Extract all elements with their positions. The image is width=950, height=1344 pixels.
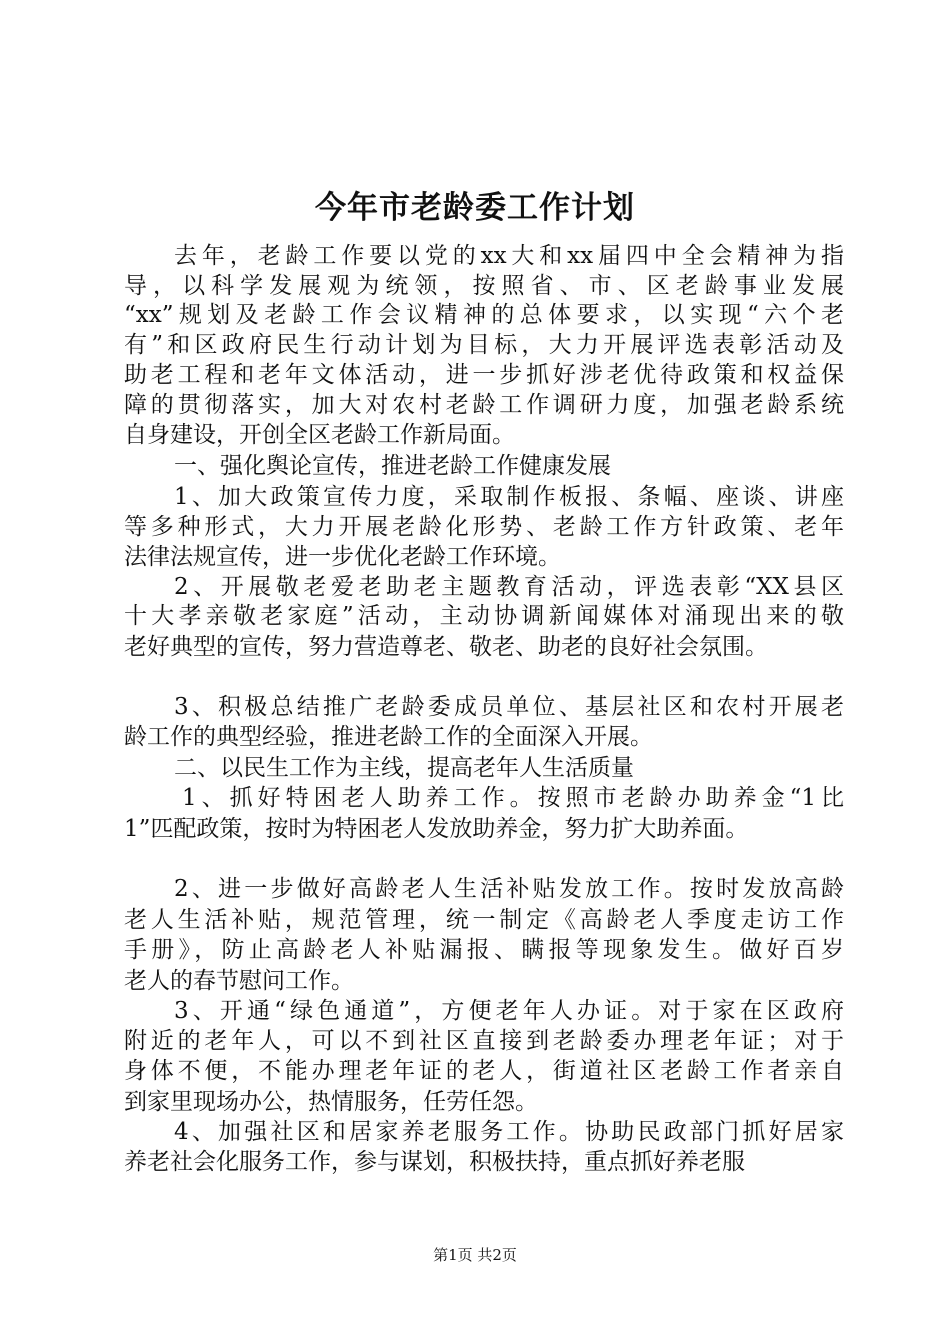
page-footer: 第1页 共2页 [433, 1246, 517, 1264]
paragraph-line: 老好典型的宣传，努力营造尊老、敬老、助老的良好社会氛围。 [124, 634, 768, 660]
paragraph-line: 障的贯彻落实，加大对农村老龄工作调研力度，加强老龄系统 [124, 392, 844, 418]
paragraph-line: 十大孝亲敬老家庭”活动，主动协调新闻媒体对涌现出来的敬 [124, 603, 844, 629]
document-title: 今年市老龄委工作计划 [315, 190, 635, 226]
paragraph-line: 1、抓好特困老人助养工作。按照市老龄办助养金“1比 [182, 785, 844, 811]
paragraph-line: 去年，老龄工作要以党的xx大和xx届四中全会精神为指 [174, 243, 844, 269]
paragraph-line: 养老社会化服务工作，参与谋划，积极扶持，重点抓好养老服 [124, 1149, 745, 1175]
paragraph-line: 4、加强社区和居家养老服务工作。协助民政部门抓好居家 [174, 1119, 844, 1145]
paragraph-line: 等多种形式，大力开展老龄化形势、老龄工作方针政策、老年 [124, 514, 844, 540]
paragraph-line: 一、强化舆论宣传，推进老龄工作健康发展 [174, 453, 611, 479]
paragraph-line: 1”匹配政策，按时为特困老人发放助养金，努力扩大助养面。 [124, 816, 749, 842]
paragraph-line: 助老工程和老年文体活动，进一步抓好涉老优待政策和权益保 [124, 362, 844, 388]
paragraph-line: 到家里现场办公，热情服务，任劳任怨。 [124, 1089, 538, 1115]
paragraph-line: 1、加大政策宣传力度，采取制作板报、条幅、座谈、讲座 [174, 484, 844, 510]
paragraph-line: 2、进一步做好高龄老人生活补贴发放工作。按时发放高龄 [174, 876, 844, 902]
paragraph-line: 附近的老年人，可以不到社区直接到老龄委办理老年证；对于 [124, 1028, 844, 1054]
paragraph-line: “xx”规划及老龄工作会议精神的总体要求，以实现“六个老 [124, 302, 844, 328]
paragraph-line: 二、以民生工作为主线，提高老年人生活质量 [174, 755, 634, 781]
paragraph-line: 导，以科学发展观为统领，按照省、市、区老龄事业发展 [124, 273, 844, 299]
paragraph-line: 手册》，防止高龄老人补贴漏报、瞒报等现象发生。做好百岁 [124, 937, 844, 963]
paragraph-line: 3、开通“绿色通道”，方便老年人办证。对于家在区政府 [174, 998, 844, 1024]
paragraph-line: 法律法规宣传，进一步优化老龄工作环境。 [124, 544, 561, 570]
paragraph-line: 2、开展敬老爱老助老主题教育活动，评选表彰“XX县区 [174, 574, 844, 600]
paragraph-line: 龄工作的典型经验，推进老龄工作的全面深入开展。 [124, 724, 653, 750]
paragraph-line: 身体不便，不能办理老年证的老人，街道社区老龄工作者亲自 [124, 1058, 844, 1084]
paragraph-line: 老人的春节慰问工作。 [124, 968, 354, 994]
paragraph-line: 3、积极总结推广老龄委成员单位、基层社区和农村开展老 [174, 694, 844, 720]
paragraph-line: 有”和区政府民生行动计划为目标，大力开展评选表彰活动及 [124, 332, 844, 358]
paragraph-line: 自身建设，开创全区老龄工作新局面。 [124, 422, 515, 448]
paragraph-line: 老人生活补贴，规范管理，统一制定《高龄老人季度走访工作 [124, 907, 844, 933]
